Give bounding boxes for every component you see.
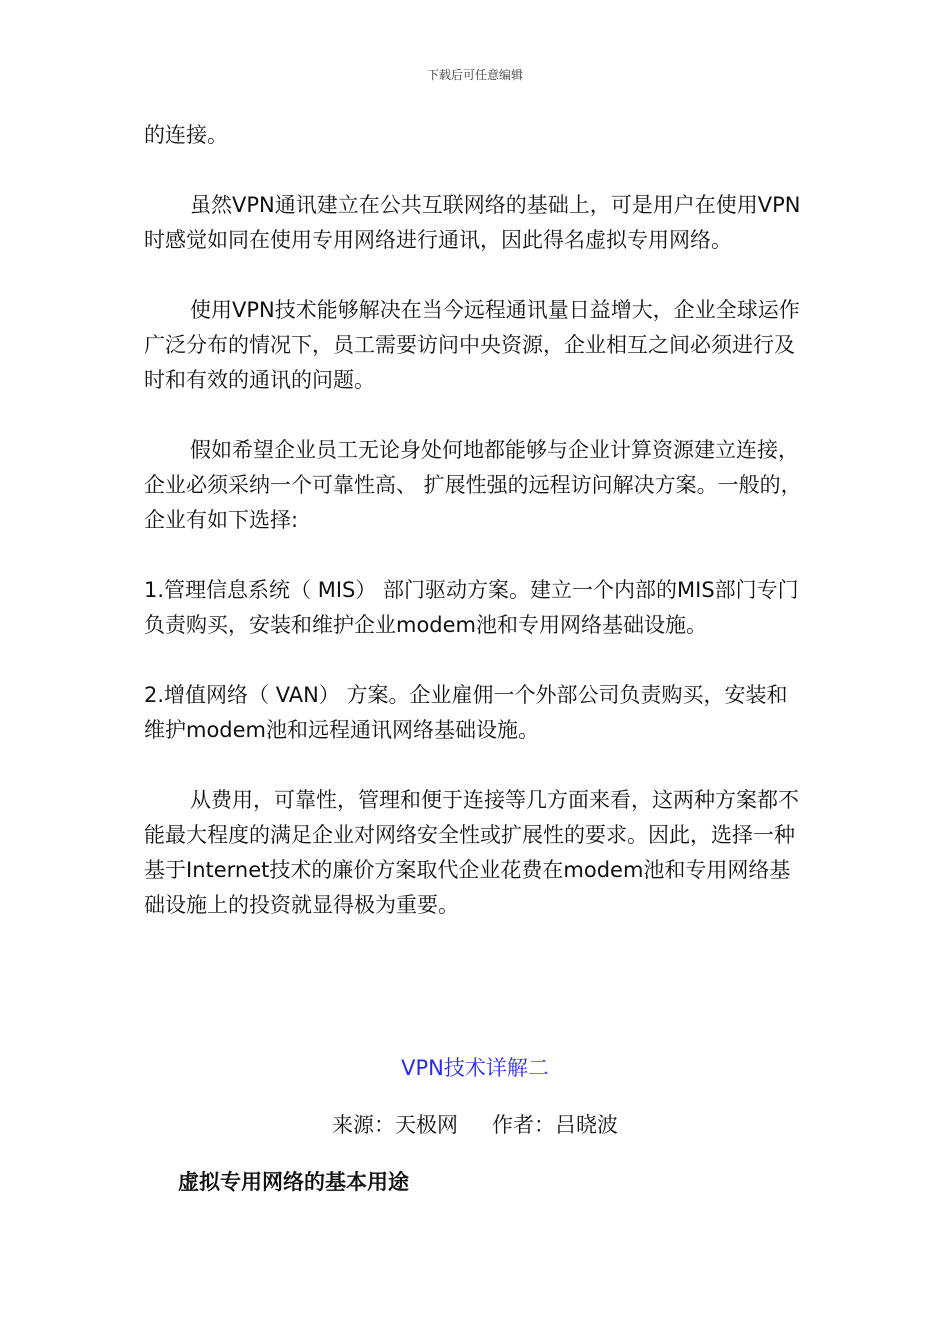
- paragraph-conclusion: 从费用，可靠性，管理和便于连接等几方面来看，这两种方案都不能最大程度的满足企业对网络安全性或扩展性的要求。因此，选择一种基于Internet技术的廉价方案取代企业花费在modem池和专用网络基础设施上的投资就显得极为重要。: [144, 788, 799, 917]
- document-body: [144, 118, 806, 923]
- paragraph-continuation: 的连接。: [144, 123, 228, 147]
- article-title: VPN技术详解二: [401, 1056, 549, 1080]
- paragraph-remote-access: 假如希望企业员工无论身处何地都能够与企业计算资源建立连接，企业必须采纳一个可靠性高、 扩展性强的远程访问解决方案。一般的，企业有如下选择:: [144, 438, 802, 532]
- list-item-mis: 1.管理信息系统（ MIS） 部门驱动方案。建立一个内部的MIS部门专门负责购买，安装和维护企业modem池和专用网络基础设施。: [144, 578, 799, 637]
- source-label: 来源：天极网: [332, 1113, 458, 1137]
- list-item-van: 2.增值网络（ VAN） 方案。企业雇佣一个外部公司负责购买，安装和维护modem池和远程通讯网络基础设施。: [144, 683, 788, 742]
- author-label: 作者：吕晓波: [492, 1113, 618, 1137]
- page-header-note: 下载后可任意编辑: [426, 68, 523, 82]
- source-line: [0, 1109, 950, 1139]
- paragraph-vpn-benefits: 使用VPN技术能够解决在当今远程通讯量日益增大，企业全球运作广泛分布的情况下，员工需要访问中央资源，企业相互之间必须进行及时和有效的通讯的问题。: [144, 298, 800, 392]
- section-heading: 虚拟专用网络的基本用途: [178, 1170, 409, 1194]
- paragraph-vpn-definition: 虽然VPN通讯建立在公共互联网络的基础上，可是用户在使用VPN时感觉如同在使用专用网络进行通讯，因此得名虚拟专用网络。: [144, 193, 801, 252]
